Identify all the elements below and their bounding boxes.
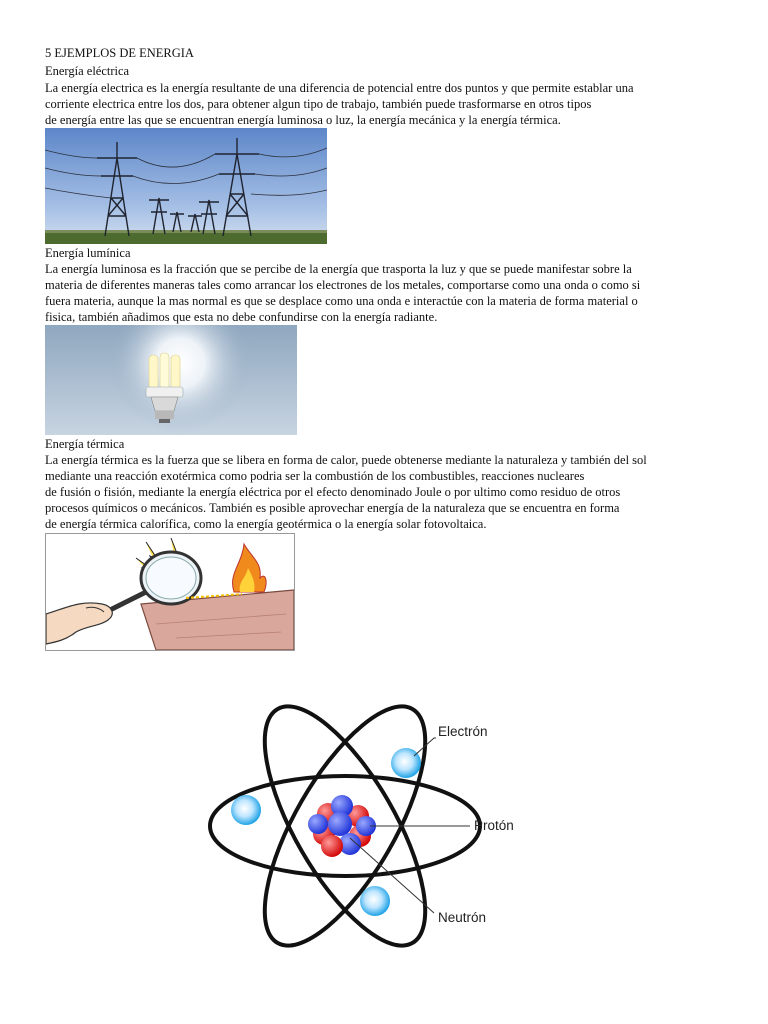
paragraph-line: fisica, también añadimos que esta no debe confundirse con la energía radiante. [45, 310, 438, 324]
section-heading-luminica: Energía lumínica [45, 246, 131, 260]
proton-label: Protón [474, 818, 514, 833]
power-lines-image [45, 128, 327, 244]
magnifying-glass-fire-image [45, 533, 295, 651]
paragraph-line: La energía térmica es la fuerza que se libera en forma de calor, puede obtenerse mediante la naturaleza y también del sol [45, 453, 647, 467]
document-title: 5 EJEMPLOS DE ENERGIA [45, 46, 194, 60]
paragraph-line: mediante una reacción exotérmica como podria ser la combustión de los combustibles, reacciones nucleares [45, 469, 585, 483]
paragraph-line: La energía electrica es la energía resultante de una diferencia de potencial entre dos puntos y que permite establar una [45, 81, 634, 95]
neutron-label: Neutrón [438, 910, 487, 925]
nucleus [308, 795, 376, 857]
paragraph-line: La energía luminosa es la fracción que se percibe de la energía que trasporta la luz y que se puede manifestar sobre la [45, 262, 632, 276]
light-bulb-image [45, 325, 297, 435]
paragraph-line: materia de diferentes maneras tales como arrancar los electrones de los metales, comportarse como una onda o como si [45, 278, 641, 292]
atom-diagram [200, 698, 530, 958]
section-heading-termica: Energía térmica [45, 437, 125, 451]
paragraph-line: de energía entre las que se encuentran energía luminosa o luz, la energía mecánica y la energía térmica. [45, 113, 561, 127]
paragraph-line: de energía térmica calorífica, como la energía geotérmica o la energía solar fotovoltaica. [45, 517, 487, 531]
section-heading-electrica: Energía eléctrica [45, 64, 130, 78]
paragraph-line: de fusión o fisión, mediante la energía eléctrica por el efecto denominado Joule o por ultimo como residuo de otros [45, 485, 621, 499]
paragraph-line: corriente electrica entre los dos, para obtener algun tipo de trabajo, también puede trasformarse en otros tipos [45, 97, 592, 111]
paragraph-line: fuera materia, aunque la mas normal es que se desplace como una onda e interactúe con la materia de forma material o [45, 294, 638, 308]
paragraph-line: procesos químicos o mecánicos. También es posible aprovechar energía de la naturaleza que se encuentra en forma [45, 501, 620, 515]
electron-label: Electrón [438, 724, 488, 739]
